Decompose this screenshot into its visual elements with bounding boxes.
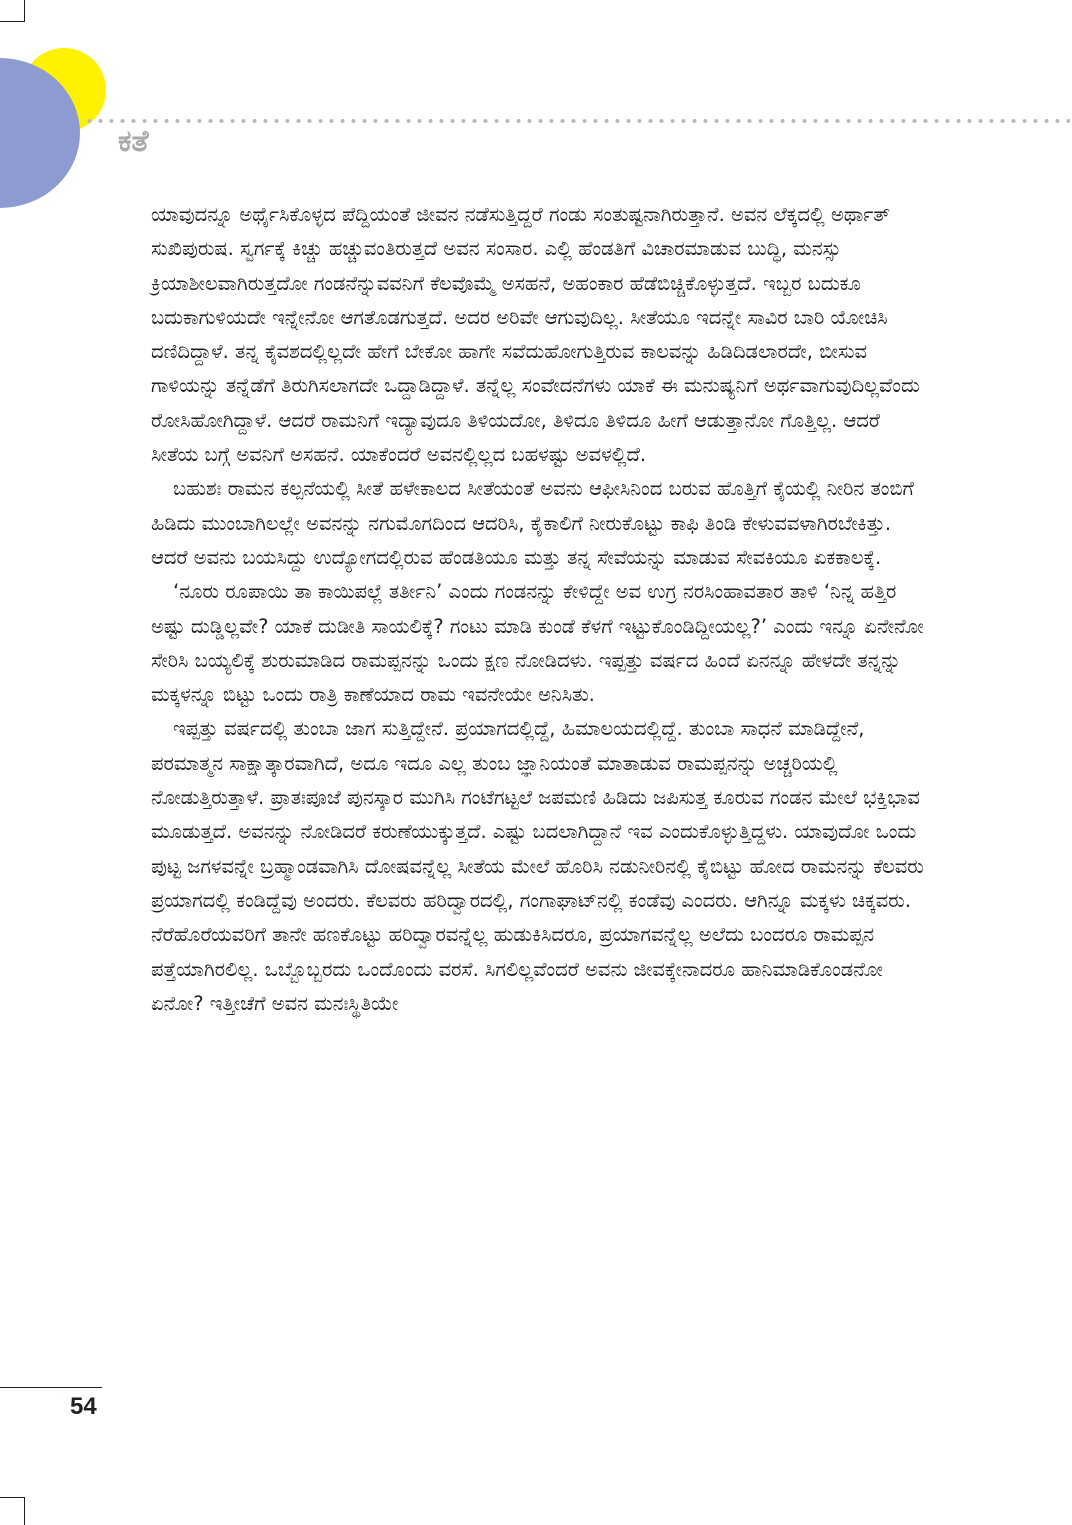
paragraph: ‘ನೂರು ರೂಪಾಯಿ ತಾ ಕಾಯಿಪಲ್ಲೆ ತರ್ತೀನಿ’ ಎಂದು ಗಂಡನನ್ನು ಕೇಳಿದ್ದೇ ಅವ ಉಗ್ರ ನರಸಿಂಹಾವತಾರ ತಾಳಿ ‘ನಿನ್ನ ಹತ್ತಿರ ಅಷ್ಟು ದುಡ್ಡಿಲ್ಲವೇ? ಯಾಕೆ ದುಡೀತಿ ಸಾಯಲಿಕ್ಕೆ? ಗಂಟು ಮಾಡಿ ಕುಂಡೆ ಕೆಳಗೆ ಇಟ್ಟುಕೊಂಡಿದ್ದೀಯಲ್ಲ?’ ಎಂದು ಇನ್ನೂ ಏನೇನೋ ಸೇರಿಸಿ ಬಯ್ಯಲಿಕ್ಕೆ ಶುರುಮಾಡಿದ ರಾಮಪ್ಪನನ್ನು ಒಂದು ಕ್ಷಣ ನೋಡಿದಳು. ಇಪ್ಪತ್ತು ವರ್ಷದ ಹಿಂದೆ ಏನನ್ನೂ ಹೇಳದೇ ತನ್ನನ್ನು ಮಕ್ಕಳನ್ನೂ ಬಿಟ್ಟು ಒಂದು ರಾತ್ರಿ ಕಾಣೆಯಾದ ರಾಮ ಇವನೇಯೇ ಅನಿಸಿತು. <box>151 580 924 707</box>
paragraph: ಯಾವುದನ್ನೂ ಅರ್ಥೈಸಿಕೊಳ್ಳದ ಪೆದ್ದಿಯಂತೆ ಜೀವನ ನಡೆಸುತ್ತಿದ್ದರೆ ಗಂಡು ಸಂತುಷ್ಟನಾಗಿರುತ್ತಾನೆ. ಅವನ ಲೆಕ್ಕದಲ್ಲಿ ಅರ್ಥಾತ್ ಸುಖಿಪುರುಷ. ಸ್ವರ್ಗಕ್ಕೆ ಕಿಚ್ಚು ಹಚ್ಚುವಂತಿರುತ್ತದೆ ಅವನ ಸಂಸಾರ. ಎಲ್ಲಿ ಹೆಂಡತಿಗೆ ವಿಚಾರಮಾಡುವ ಬುದ್ಧಿ, ಮನಸ್ಸು ಕ್ರಿಯಾಶೀಲವಾಗಿರುತ್ತದೋ ಗಂಡನೆನ್ನುವವನಿಗೆ ಕೆಲವೊಮ್ಮೆ ಅಸಹನೆ, ಅಹಂಕಾರ ಹೆಡೆಬಿಚ್ಚಿಕೊಳ್ಳುತ್ತದೆ. ಇಬ್ಬರ ಬದುಕೂ ಬದುಕಾಗುಳಿಯದೇ ಇನ್ನೇನೋ ಆಗತೊಡಗುತ್ತದೆ. ಅದರ ಅರಿವೇ ಆಗುವುದಿಲ್ಲ. ಸೀತೆಯೂ ಇದನ್ನೇ ಸಾವಿರ ಬಾರಿ ಯೋಚಿಸಿ ದಣಿದಿದ್ದಾಳೆ. ತನ್ನ ಕೈವಶದಲ್ಲಿಲ್ಲದೇ ಹೇಗೆ ಬೇಕೋ ಹಾಗೇ ಸವೆದುಹೋಗುತ್ತಿರುವ ಕಾಲವನ್ನು ಹಿಡಿದಿಡಲಾರದೇ, ಬೀಸುವ ಗಾಳಿಯನ್ನು ತನ್ನೆಡೆಗೆ ತಿರುಗಿಸಲಾಗದೇ ಒದ್ದಾಡಿದ್ದಾಳೆ. ತನ್ನೆಲ್ಲ ಸಂವೇದನೆಗಳು ಯಾಕೆ ಈ ಮನುಷ್ಯನಿಗೆ ಅರ್ಥವಾಗುವುದಿಲ್ಲವೆಂದು ರೋಸಿಹೋಗಿದ್ದಾಳೆ. ಆದರೆ ರಾಮನಿಗೆ ಇದ್ಯಾವುದೂ ತಿಳಿಯದೋ, ತಿಳಿದೂ ತಿಳಿದೂ ಹೀಗೆ ಆಡುತ್ತಾನೋ ಗೊತ್ತಿಲ್ಲ. ಆದರೆ ಸೀತೆಯ ಬಗ್ಗೆ ಅವನಿಗೆ ಅಸಹನೆ. ಯಾಕೆಂದರೆ ಅವನಲ್ಲಿಲ್ಲದ ಬಹಳಷ್ಟು ಅವಳಲ್ಲಿದೆ. <box>151 203 920 467</box>
paragraph: ಇಪ್ಪತ್ತು ವರ್ಷದಲ್ಲಿ ತುಂಬಾ ಜಾಗ ಸುತ್ತಿದ್ದೇನೆ. ಪ್ರಯಾಗದಲ್ಲಿದ್ದೆ, ಹಿಮಾಲಯದಲ್ಲಿದ್ದೆ. ತುಂಬಾ ಸಾಧನೆ ಮಾಡಿದ್ದೇನೆ, ಪರಮಾತ್ಮನ ಸಾಕ್ಷಾತ್ಕಾರವಾಗಿದೆ, ಅದೂ ಇದೂ ಎಲ್ಲ ತುಂಬ ಜ್ಞಾನಿಯಂತೆ ಮಾತಾಡುವ ರಾಮಪ್ಪನನ್ನು ಅಚ್ಚರಿಯಲ್ಲಿ ನೋಡುತ್ತಿರುತ್ತಾಳೆ. ಪ್ರಾತಃಪೂಜೆ ಪುನಸ್ಕಾರ ಮುಗಿಸಿ ಗಂಟೆಗಟ್ಟಲೆ ಜಪಮಣಿ ಹಿಡಿದು ಜಪಿಸುತ್ತ ಕೂರುವ ಗಂಡನ ಮೇಲೆ ಭಕ್ತಿಭಾವ ಮೂಡುತ್ತದೆ. ಅವನನ್ನು ನೋಡಿದರೆ ಕರುಣೆಯುಕ್ಕುತ್ತದೆ. ಎಷ್ಟು ಬದಲಾಗಿದ್ದಾನೆ ಇವ ಎಂದುಕೊಳ್ಳುತ್ತಿದ್ದಳು. ಯಾವುದೋ ಒಂದು ಪುಟ್ಟ ಜಗಳವನ್ನೇ ಬ್ರಹ್ಮಾಂಡವಾಗಿಸಿ ದೋಷವನ್ನೆಲ್ಲ ಸೀತೆಯ ಮೇಲೆ ಹೊರಿಸಿ ನಡುನೀರಿನಲ್ಲಿ ಕೈಬಿಟ್ಟು ಹೋದ ರಾಮನನ್ನು ಕೆಲವರು ಪ್ರಯಾಗದಲ್ಲಿ ಕಂಡಿದ್ದೆವು ಅಂದರು. ಕೆಲವರು ಹರಿದ್ವಾರದಲ್ಲಿ, ಗಂಗಾಘಾಟ್‌ನಲ್ಲಿ ಕಂಡೆವು ಎಂದರು. ಆಗಿನ್ನೂ ಮಕ್ಕಳು ಚಿಕ್ಕವರು. ನೆರೆಹೊರೆಯವರಿಗೆ ತಾನೇ ಹಣಕೊಟ್ಟು ಹರಿದ್ವಾರವನ್ನೆಲ್ಲ ಹುಡುಕಿಸಿದರೂ, ಪ್ರಯಾಗವನ್ನೆಲ್ಲ ಅಲೆದು ಬಂದರೂ ರಾಮಪ್ಪನ ಪತ್ತೆಯಾಗಿರಲಿಲ್ಲ. ಒಬ್ಬೊಬ್ಬರದು ಒಂದೊಂದು ವರಸೆ. ಸಿಗಲಿಲ್ಲವೆಂದರೆ ಅವನು ಜೀವಕ್ಕೇನಾದರೂ ಹಾನಿಮಾಡಿಕೊಂಡನೋ ಏನೋ? ಇತ್ತೀಚೆಗೆ ಅವನ ಮನಃಸ್ಥಿತಿಯೇ <box>151 717 924 1015</box>
page-number: 54 <box>70 1393 97 1420</box>
section-title: ಕತೆ <box>118 124 149 159</box>
paragraph: ಬಹುಶಃ ರಾಮನ ಕಲ್ಪನೆಯಲ್ಲಿ ಸೀತೆ ಹಳೇಕಾಲದ ಸೀತೆಯಂತೆ ಅವನು ಆಫೀಸಿನಿಂದ ಬರುವ ಹೊತ್ತಿಗೆ ಕೈಯಲ್ಲಿ ನೀರಿನ ತಂಬಿಗೆ ಹಿಡಿದು ಮುಂಬಾಗಿಲಲ್ಲೇ ಅವನನ್ನು ನಗುಮೊಗದಿಂದ ಆದರಿಸಿ, ಕೈಕಾಲಿಗೆ ನೀರುಕೊಟ್ಟು ಕಾಫಿ ತಿಂಡಿ ಕೇಳುವವಳಾಗಿರಬೇಕಿತ್ತು. ಆದರೆ ಅವನು ಬಯಸಿದ್ದು ಉದ್ಯೋಗದಲ್ಲಿರುವ ಹೆಂಡತಿಯೂ ಮತ್ತು ತನ್ನ ಸೇವೆಯನ್ನು ಮಾಡುವ ಸೇವಕಿಯೂ ಏಕಕಾಲಕ್ಕೆ. <box>151 477 914 569</box>
crop-mark-bottom-horizontal <box>0 1497 25 1498</box>
crop-mark-bottom-vertical <box>24 1497 25 1525</box>
footer-rule <box>0 1387 102 1388</box>
article-body <box>151 198 931 1021</box>
crop-mark-top-horizontal <box>0 21 25 22</box>
dotted-header-rule <box>84 118 1070 124</box>
crop-mark-top-vertical <box>24 0 25 22</box>
